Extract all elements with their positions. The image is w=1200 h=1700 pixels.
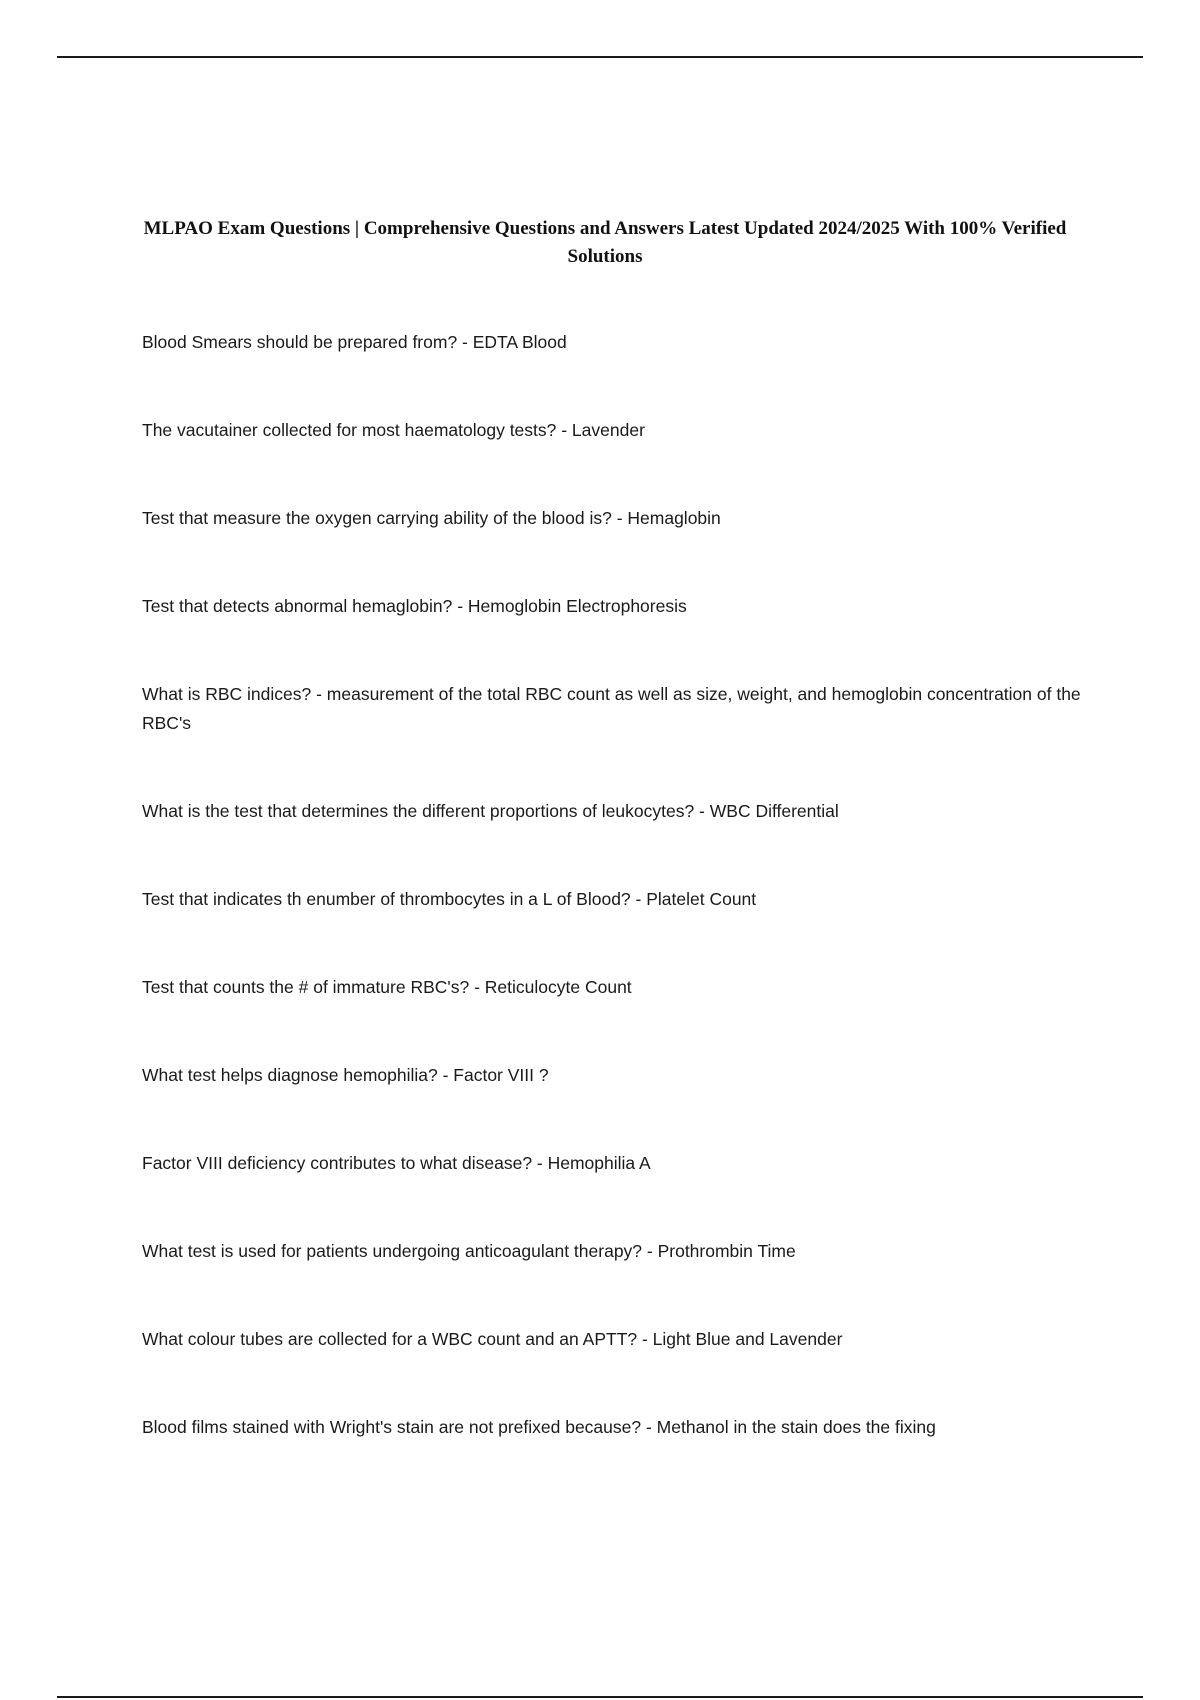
top-rule bbox=[57, 56, 1143, 58]
qa-list bbox=[142, 328, 1082, 1501]
qa-item: What is RBC indices? - measurement of the total RBC count as well as size, weight, and hemoglobin concentration of the RBC's bbox=[142, 684, 1081, 733]
qa-item: What test helps diagnose hemophilia? - Factor VIII ? bbox=[142, 1065, 549, 1085]
qa-item: What test is used for patients undergoing anticoagulant therapy? - Prothrombin Time bbox=[142, 1241, 796, 1261]
qa-item: Test that detects abnormal hemaglobin? - Hemoglobin Electrophoresis bbox=[142, 596, 687, 616]
qa-item: The vacutainer collected for most haematology tests? - Lavender bbox=[142, 420, 645, 440]
qa-item: Blood films stained with Wright's stain are not prefixed because? - Methanol in the stain does the fixing bbox=[142, 1417, 936, 1437]
qa-item: Test that indicates th enumber of thrombocytes in a L of Blood? - Platelet Count bbox=[142, 889, 757, 909]
document-title: MLPAO Exam Questions | Comprehensive Questions and Answers Latest Updated 2024/2025 With 100% Verified Solutions bbox=[143, 218, 1067, 267]
qa-item: What is the test that determines the different proportions of leukocytes? - WBC Differential bbox=[142, 801, 839, 821]
qa-item: Test that measure the oxygen carrying ability of the blood is? - Hemaglobin bbox=[142, 508, 721, 528]
qa-item: Test that counts the # of immature RBC's? - Reticulocyte Count bbox=[142, 977, 632, 997]
qa-item: What colour tubes are collected for a WBC count and an APTT? - Light Blue and Lavender bbox=[142, 1329, 843, 1349]
qa-item: Blood Smears should be prepared from? - EDTA Blood bbox=[142, 332, 567, 352]
qa-item: Factor VIII deficiency contributes to what disease? - Hemophilia A bbox=[142, 1153, 651, 1173]
bottom-rule bbox=[57, 1696, 1143, 1698]
